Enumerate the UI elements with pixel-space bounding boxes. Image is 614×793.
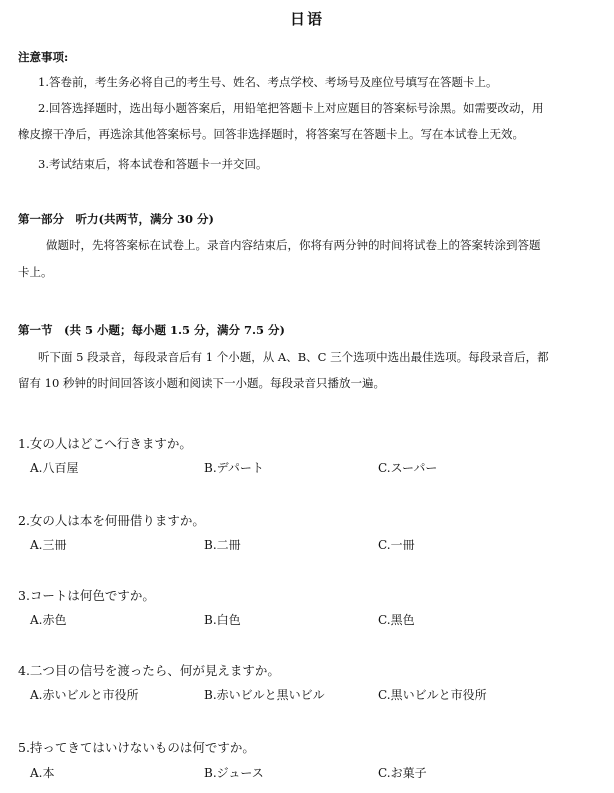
part1-intro-line-2: 卡上。 [18, 265, 53, 279]
question-5-option-a: A.本 [30, 766, 55, 780]
question-2-stem: 2.女の人は本を何冊借りますか。 [18, 513, 205, 528]
part1-heading: 第一部分 听力(共两节，满分 30 分) [18, 212, 214, 226]
question-1-option-a: A.八百屋 [30, 461, 79, 475]
notice-item-2-line-2: 橡皮擦干净后，再选涂其他答案标号。回答非选择题时，将答案写在答题卡上。写在本试卷上无效。 [18, 127, 524, 141]
question-4-option-c: C.黒いビルと市役所 [378, 688, 487, 702]
question-1-stem: 1.女の人はどこへ行きますか。 [18, 436, 192, 451]
section1-intro-line-2: 留有 10 秒钟的时间回答该小题和阅读下一小题。每段录音只播放一遍。 [18, 376, 385, 390]
question-4-stem: 4.二つ目の信号を渡ったら、何が見えますか。 [18, 663, 280, 678]
question-4-option-a: A.赤いビルと市役所 [30, 688, 139, 702]
question-3-option-c: C.黑色 [378, 613, 415, 627]
question-3-option-a: A.赤色 [30, 613, 67, 627]
section1-heading: 第一节 (共 5 小题；每小题 1.5 分，满分 7.5 分) [18, 323, 285, 337]
question-1-option-c: C.スーパー [378, 461, 438, 475]
question-2-option-a: A.三冊 [30, 538, 67, 552]
question-2-option-c: C.一冊 [378, 538, 415, 552]
notice-item-2-line-1: 2.回答选择题时，选出每小题答案后，用铅笔把答题卡上对应题目的答案标号涂黑。如需要改动，用 [38, 101, 544, 115]
question-3-stem: 3.コートは何色ですか。 [18, 588, 155, 603]
part1-intro-line-1: 做题时，先将答案标在试卷上。录音内容结束后，你将有两分钟的时间将试卷上的答案转涂到答题 [46, 238, 541, 252]
question-3-option-b: B.白色 [204, 613, 241, 627]
notice-item-1: 1.答卷前，考生务必将自己的考生号、姓名、考点学校、考场号及座位号填写在答题卡上。 [38, 75, 498, 89]
question-4-option-b: B.赤いビルと黒いビル [204, 688, 325, 702]
question-5-option-c: C.お菓子 [378, 766, 427, 780]
question-2-option-b: B.二冊 [204, 538, 241, 552]
notice-heading: 注意事项: [18, 50, 69, 64]
question-5-option-b: B.ジュース [204, 766, 264, 780]
question-1-option-b: B.デパート [204, 461, 264, 475]
section1-intro-line-1: 听下面 5 段录音，每段录音后有 1 个小题，从 A、B、C 三个选项中选出最佳选项。每段录音后，都 [38, 350, 549, 364]
notice-item-3: 3.考试结束后，将本试卷和答题卡一并交回。 [38, 157, 268, 171]
question-5-stem: 5.持ってきてはいけないものは何ですか。 [18, 740, 255, 755]
page-title: 日语 [289, 10, 324, 28]
